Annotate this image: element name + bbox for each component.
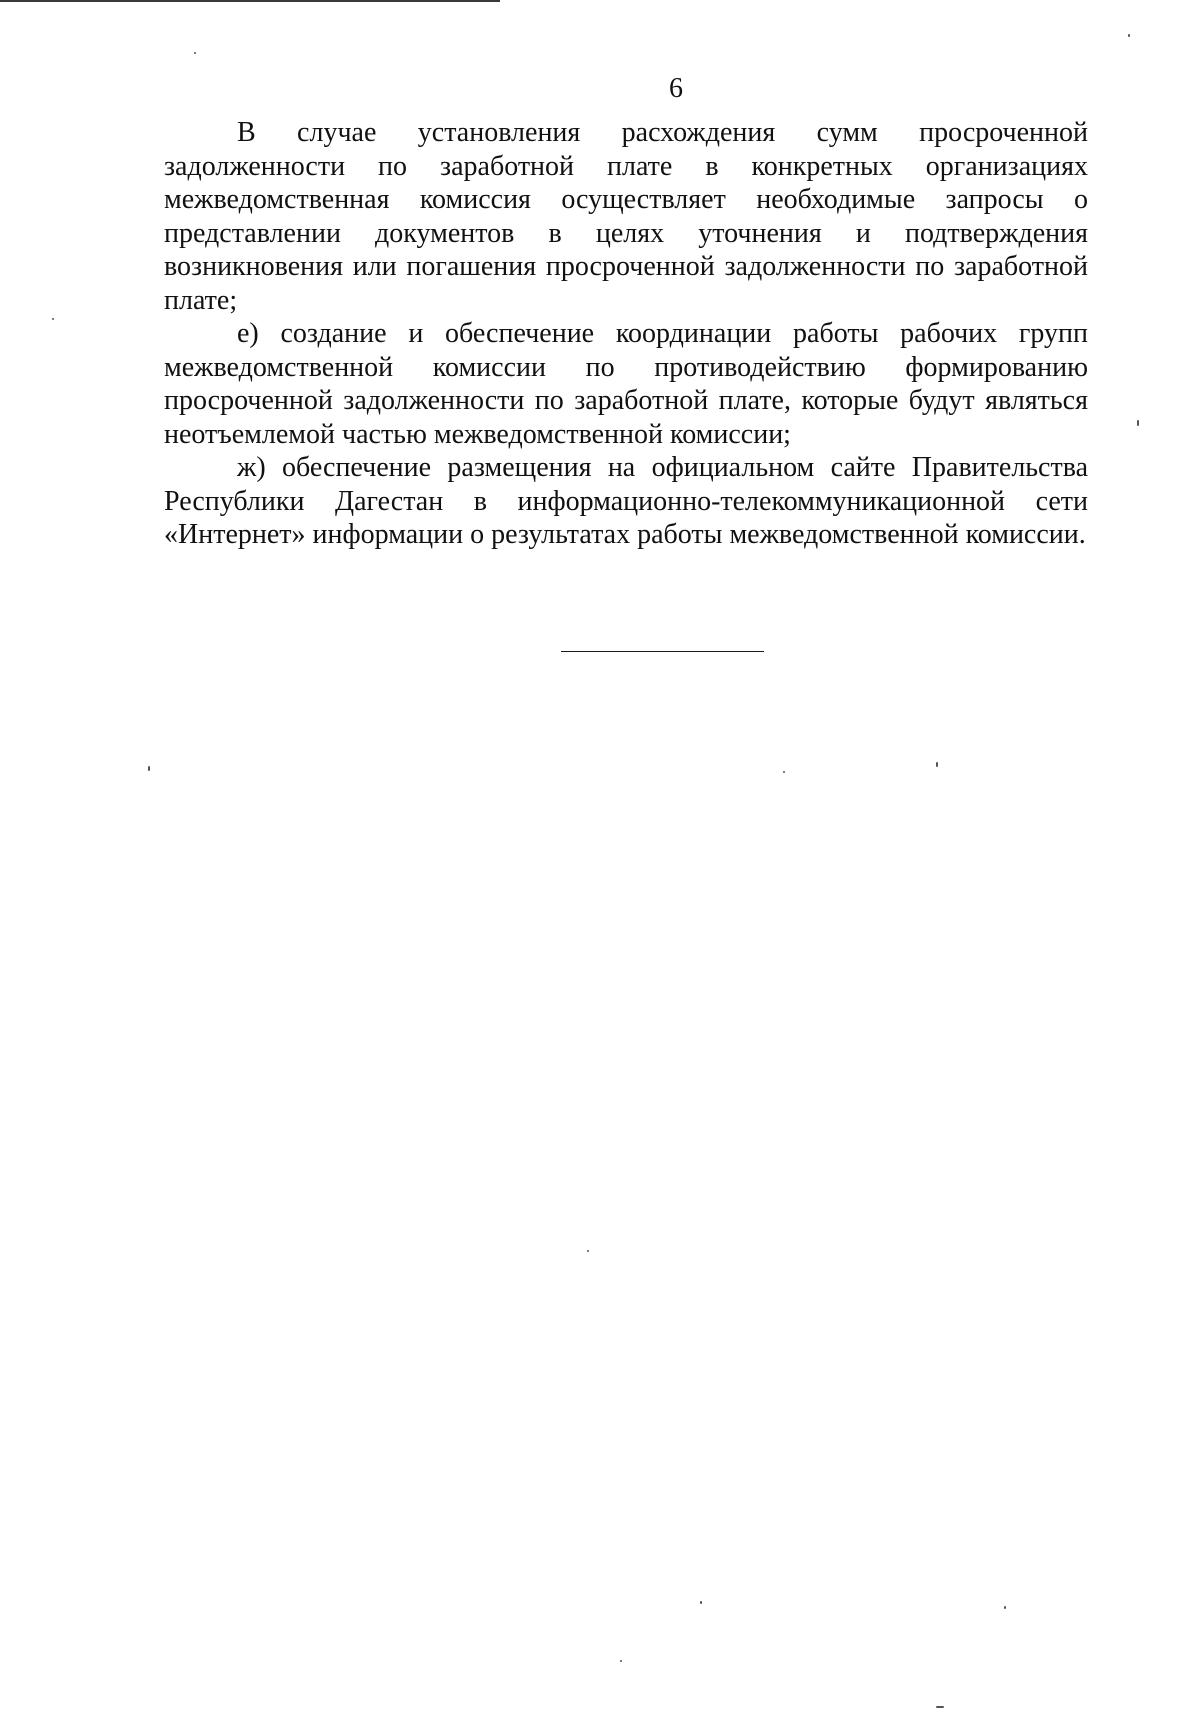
scan-speck bbox=[936, 1706, 944, 1708]
scan-top-edge bbox=[0, 0, 500, 2]
scan-speck bbox=[1128, 34, 1130, 37]
scan-speck bbox=[148, 766, 150, 771]
scan-speck bbox=[194, 52, 196, 54]
scan-speck bbox=[587, 1250, 589, 1252]
scan-speck bbox=[1004, 1606, 1006, 1609]
document-body bbox=[164, 116, 1088, 552]
scan-speck bbox=[700, 1601, 702, 1604]
scan-speck bbox=[936, 762, 938, 767]
paragraph-item-zh-website-publication: ж) обеспечение размещения на официальном сайте Правительства Республики Дагестан в информационно-телекоммуникационной сети «Интернет» информации о результатах работы межведомственной комиссии. bbox=[164, 452, 1088, 550]
scan-speck bbox=[783, 771, 785, 773]
closing-divider-line bbox=[561, 651, 764, 652]
scan-speck bbox=[52, 318, 54, 320]
scan-speck bbox=[1137, 420, 1139, 426]
scan-speck bbox=[620, 1660, 622, 1662]
page-number: 6 bbox=[669, 73, 683, 104]
paragraph-discrepancy-requests: В случае установления расхождения сумм просроченной задолженности по заработной плате в конкретных организациях межведомственная комиссия осуществляет необходимые запросы о представлении документов в целях уточнения и подтверждения возникновения или погашения просроченной задолженности по заработной плате; bbox=[164, 117, 1088, 316]
paragraph-item-e-working-groups: е) создание и обеспечение координации работы рабочих групп межведомственной комиссии по противодействию формированию просроченной задолженности по заработной плате, которые будут являться неотъемлемой частью межведомственной комиссии; bbox=[164, 318, 1088, 450]
